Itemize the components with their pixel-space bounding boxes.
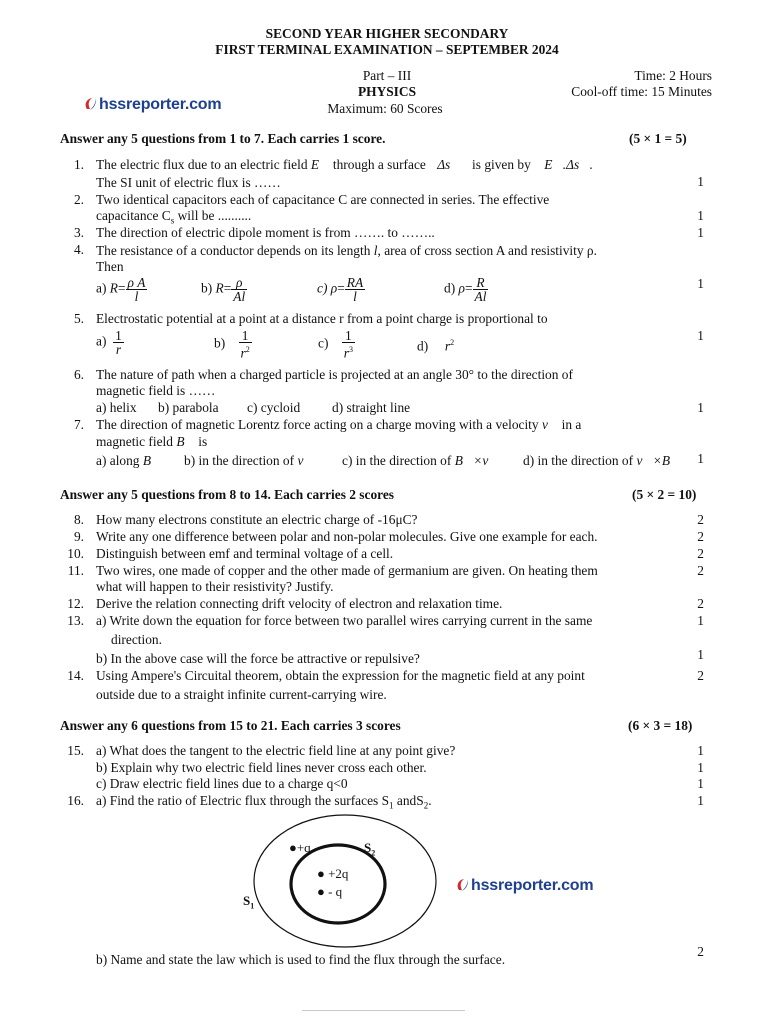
q13-number: 13.	[67, 613, 84, 628]
q4-text-line2: Then	[96, 259, 124, 274]
q2-text: Two identical capacitors each of capacitance C are connected in series. The effective	[96, 192, 550, 207]
q4-option-c: c) ρ= $\frac{RA}{l}$	[317, 275, 364, 304]
q3-text: The direction of electric dipole moment is from ……. to ……..	[96, 225, 435, 240]
q10-number: 10.	[67, 546, 84, 561]
charge-plus-2q: ● +2q	[317, 866, 349, 881]
q5-number: 5.	[73, 311, 84, 326]
q9-mark: 2	[697, 529, 704, 544]
q10-mark: 2	[697, 546, 704, 561]
q4-option-b: b) R= $\frac{\rho}{Al}$	[201, 275, 246, 304]
max-score: Maximum: 60 Scores	[327, 101, 443, 116]
q14-number: 14.	[67, 668, 84, 683]
cooloff-label: Cool-off time: 15 Minutes	[571, 84, 712, 99]
q13-text-part-b: b) In the above case will the force be attractive or repulsive?	[96, 651, 420, 666]
label-s1: $S_1$	[243, 893, 255, 911]
q5-mark: 1	[697, 328, 704, 343]
q6-text-line2: magnetic field is ……	[96, 383, 216, 398]
vector-delta-s: Δs⃗	[437, 157, 461, 172]
q11-text-line2: what will happen to their resistivity? Justify.	[96, 579, 334, 594]
q12-number: 12.	[67, 596, 84, 611]
q7-number: 7.	[73, 417, 84, 432]
q2-mark: 1	[697, 208, 704, 223]
q5-option-b: b) $\frac{1}{r^2}$	[214, 328, 250, 361]
q7-option-d: d) in the direction of v⃗×B⃗	[523, 453, 681, 468]
q2-number: 2.	[73, 192, 84, 207]
vector-E: E⃗	[310, 157, 330, 172]
q15-mark-c: 1	[697, 776, 704, 791]
q12-text: Derive the relation connecting drift velocity of electron and relaxation time.	[96, 596, 503, 611]
q1-mark: 1	[697, 174, 704, 189]
q5-option-d: d) $r^2$	[417, 338, 455, 354]
q13-mark-b: 1	[697, 647, 704, 662]
time-label: Time: 2 Hours	[634, 68, 712, 83]
q15-text-a: a) What does the tangent to the electric field line at any point give?	[96, 743, 456, 758]
q10-text: Distinguish between emf and terminal voltage of a cell.	[96, 546, 394, 561]
section2-marks: (5 × 2 = 10)	[632, 487, 697, 502]
q4-option-d: d) ρ= $\frac{R}{Al}$	[444, 275, 487, 304]
q1-text: The electric flux due to an electric field E⃗ through a surface Δs⃗ is given by E⃗.Δs⃗.	[96, 157, 593, 172]
q8-text: How many electrons constitute an electric charge of -16μC?	[96, 512, 418, 527]
q1-text-line2: The SI unit of electric flux is ……	[96, 175, 281, 190]
q8-number: 8.	[73, 512, 84, 527]
q14-text: Using Ampere's Circuital theorem, obtain the expression for the magnetic field at any point	[96, 668, 585, 683]
q15-text-b: b) Explain why two electric field lines never cross each other.	[96, 760, 427, 775]
q11-text: Two wires, one made of copper and the other made of germanium are given. On heating them	[96, 563, 598, 578]
section1-title: Answer any 5 questions from 1 to 7. Each carries 1 score.	[60, 131, 386, 146]
q7-option-c: c) in the direction of B⃗×v⃗	[342, 453, 499, 468]
flux-expression: E⃗.Δs⃗.	[544, 157, 593, 172]
q7-option-b: b) in the direction of v⃗	[184, 453, 314, 468]
logo-swoosh-icon	[456, 878, 470, 892]
q15-number: 15.	[67, 743, 84, 758]
q3-number: 3.	[73, 225, 84, 240]
q16-number: 16.	[67, 793, 84, 808]
q15-mark-a: 1	[697, 743, 704, 758]
q14-mark: 2	[697, 668, 704, 683]
q5-option-a: a) $\frac{1}{r}$	[96, 328, 122, 357]
q13-mark-a: 1	[697, 613, 704, 628]
q6-option-b: b) parabola	[158, 400, 219, 415]
section1-marks: (5 × 1 = 5)	[629, 131, 687, 146]
logo-swoosh-icon	[84, 97, 98, 111]
subject-label: PHYSICS	[357, 84, 417, 99]
section3-title: Answer any 6 questions from 15 to 21. Each carries 3 scores	[60, 718, 401, 733]
part-label: Part – III	[362, 68, 412, 83]
q16-mark-b: 2	[697, 944, 704, 959]
q11-number: 11.	[67, 563, 84, 578]
q16-text-b: b) Name and state the law which is used to find the flux through the surface.	[96, 952, 506, 967]
q6-option-a: a) helix	[96, 400, 137, 415]
q7-text: The direction of magnetic Lorentz force acting on a charge moving with a velocity v⃗ in a	[96, 417, 582, 432]
section3-marks: (6 × 3 = 18)	[628, 718, 693, 733]
q6-mark: 1	[697, 400, 704, 415]
q13-text-line2: direction.	[111, 632, 162, 647]
q9-text: Write any one difference between polar and non-polar molecules. Give one example for each.	[96, 529, 598, 544]
q4-number: 4.	[73, 242, 84, 257]
charge-minus-q: ● - q	[317, 884, 343, 899]
q4-option-a: a) R= $\frac{\text{ρ A}}{l}$	[96, 275, 146, 304]
q14-text-line2: outside due to a straight infinite current-carrying wire.	[96, 687, 387, 702]
charge-plus-q: ●+q	[289, 840, 311, 855]
q1-number: 1.	[73, 157, 84, 172]
q4-mark: 1	[697, 276, 704, 291]
q13-text: a) Write down the equation for force between two parallel wires carrying current in the same	[96, 613, 593, 628]
gaussian-surfaces-figure	[250, 812, 440, 952]
exam-title-line2: FIRST TERMINAL EXAMINATION – SEPTEMBER 2024	[215, 42, 559, 57]
page-footer-divider	[302, 1010, 465, 1011]
q3-mark: 1	[697, 225, 704, 240]
q6-option-c: c) cycloid	[247, 400, 301, 415]
q12-mark: 2	[697, 596, 704, 611]
q6-number: 6.	[73, 367, 84, 382]
q16-text-a: a) Find the ratio of Electric flux through the surfaces $S_1$ andS$_2$.	[96, 793, 432, 811]
hssreporter-logo: hssreporter.com	[84, 96, 221, 114]
q5-text: Electrostatic potential at a point at a distance r from a point charge is proportional to	[96, 311, 548, 326]
label-s2: $S_2$	[364, 840, 376, 858]
q6-text: The nature of path when a charged particle is projected at an angle 30° to the direction of	[96, 367, 573, 382]
q6-option-d: d) straight line	[332, 400, 411, 415]
q15-mark-b: 1	[697, 760, 704, 775]
q7-mark: 1	[697, 451, 704, 466]
q7-option-a: a) along B⃗	[96, 453, 162, 468]
section2-title: Answer any 5 questions from 8 to 14. Each carries 2 scores	[60, 487, 395, 502]
q8-mark: 2	[697, 512, 704, 527]
q2-text-line2: capacitance $C_s$ will be ..........	[96, 208, 252, 226]
q4-text: The resistance of a conductor depends on its length l, area of cross section A and resistivity ρ.	[96, 243, 597, 258]
q15-text-c: c) Draw electric field lines due to a charge q<0	[96, 776, 348, 791]
q11-mark: 2	[697, 563, 704, 578]
exam-title-line1: SECOND YEAR HIGHER SECONDARY	[265, 26, 509, 41]
q16-mark-a: 1	[697, 793, 704, 808]
q9-number: 9.	[73, 529, 84, 544]
hssreporter-logo-2: hssreporter.com	[456, 877, 593, 895]
q7-text-line2: magnetic field B⃗ is	[96, 434, 208, 449]
q5-option-c: c) $\frac{1}{r^3}$	[318, 328, 354, 361]
